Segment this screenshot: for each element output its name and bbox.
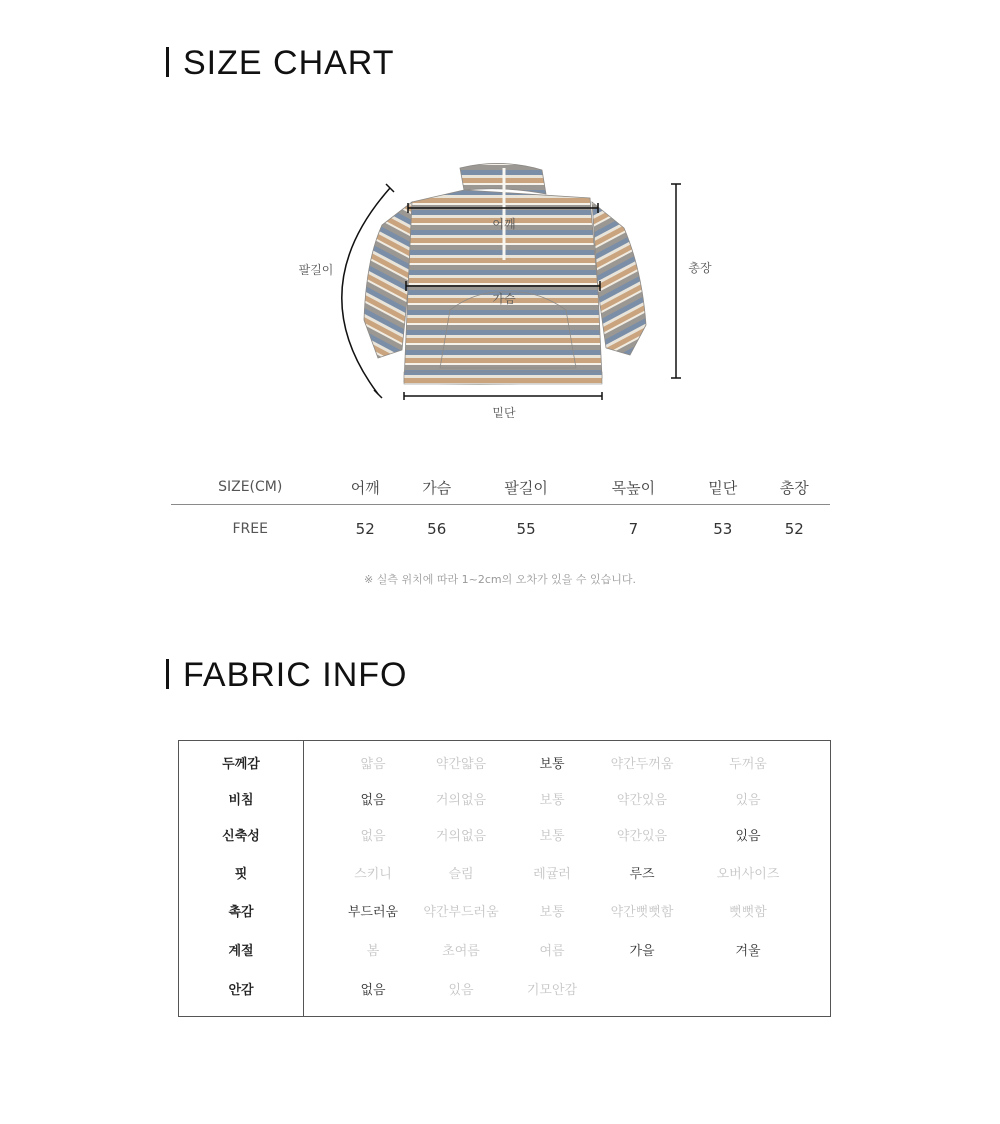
fabric-option: 약간얇음 (435, 757, 487, 772)
table-cell: FREE (232, 521, 268, 537)
fabric-row-label: 신축성 (222, 829, 260, 844)
fabric-option: 얇음 (360, 757, 386, 772)
fabric-option: 약간두꺼움 (610, 757, 674, 772)
chest-label: 가슴 (492, 292, 516, 306)
hem-measure (404, 392, 602, 400)
fabric-option: 거의없음 (435, 793, 487, 808)
title-bar (166, 659, 169, 689)
fabric-row-label: 안감 (228, 983, 254, 998)
fabric-row (179, 825, 830, 849)
table-cell: 56 (427, 520, 447, 538)
fabric-option: 거의없음 (435, 829, 487, 844)
fabric-info-table (178, 740, 831, 1017)
fabric-row-label: 계절 (228, 944, 254, 959)
fabric-option: 보통 (539, 829, 565, 844)
fabric-option: 보통 (539, 905, 565, 920)
fabric-row-label: 비침 (228, 793, 254, 808)
fabric-option: 약간있음 (616, 829, 668, 844)
size-chart-title (166, 44, 395, 83)
fabric-row-label: 촉감 (228, 905, 254, 920)
fabric-option-selected: 부드러움 (347, 905, 399, 920)
fabric-info-title (166, 656, 407, 695)
hem-label: 밑단 (492, 406, 516, 420)
fabric-row (179, 979, 830, 1003)
fabric-row-label: 핏 (234, 867, 248, 882)
size-table (171, 470, 830, 553)
header-cell: 가슴 (401, 470, 473, 505)
table-cell: 52 (784, 520, 804, 538)
header-cell: SIZE(CM) (171, 470, 329, 505)
table-row (171, 505, 830, 554)
table-cell: 55 (516, 520, 536, 538)
length-measure (671, 184, 681, 378)
fabric-option-selected: 보통 (539, 757, 565, 772)
fabric-option: 보통 (539, 793, 565, 808)
size-table-header-row (171, 470, 830, 505)
fabric-option: 기모안감 (526, 983, 578, 998)
fabric-option: 뻣뻣함 (729, 905, 767, 920)
fabric-option-selected: 없음 (360, 793, 386, 808)
fabric-option: 오버사이즈 (716, 867, 780, 882)
fabric-option-selected: 가을 (629, 944, 655, 959)
fabric-option: 있음 (735, 793, 761, 808)
fabric-option: 있음 (448, 983, 474, 998)
fabric-row (179, 901, 830, 925)
garment-diagram (280, 150, 740, 430)
fabric-option: 레귤러 (533, 867, 571, 882)
fabric-option: 초여름 (442, 944, 480, 959)
table-cell: 7 (628, 520, 639, 538)
left-sleeve (364, 202, 412, 358)
header-cell: 목높이 (580, 470, 687, 505)
fabric-option-selected: 없음 (360, 983, 386, 998)
sleeve-label: 팔길이 (298, 263, 334, 277)
table-cell: 53 (713, 520, 733, 538)
fabric-row-label: 두께감 (222, 757, 260, 772)
fabric-option-selected: 있음 (735, 829, 761, 844)
title-bar (166, 47, 169, 77)
measurement-note: ※ 실측 위치에 따라 1~2cm의 오차가 있을 수 있습니다. (364, 573, 636, 586)
fabric-option-selected: 겨울 (735, 944, 761, 959)
fabric-option: 두꺼움 (729, 757, 767, 772)
fabric-info-title-text: FABRIC INFO (183, 656, 408, 694)
fabric-option: 약간있음 (616, 793, 668, 808)
fabric-row (179, 753, 830, 777)
fabric-option: 약간뻣뻣함 (610, 905, 674, 920)
shoulder-label: 어깨 (492, 217, 516, 231)
hem-band (404, 372, 602, 384)
fabric-option: 약간부드러움 (423, 905, 499, 920)
header-cell: 어깨 (329, 470, 401, 505)
header-cell: 총장 (758, 470, 830, 505)
table-cell: 52 (355, 520, 375, 538)
fabric-option: 없음 (360, 829, 386, 844)
header-cell: 팔길이 (472, 470, 579, 505)
fabric-row (179, 940, 830, 964)
fabric-option: 스키니 (354, 867, 392, 882)
fabric-option: 슬림 (448, 867, 474, 882)
fabric-option-selected: 루즈 (629, 867, 655, 882)
fabric-row (179, 789, 830, 813)
size-chart-title-text: SIZE CHART (183, 44, 395, 82)
total-length-label: 총장 (688, 261, 712, 275)
fabric-row (179, 863, 830, 887)
fabric-option: 봄 (366, 944, 380, 959)
fabric-option: 여름 (539, 944, 565, 959)
header-cell: 밑단 (687, 470, 759, 505)
